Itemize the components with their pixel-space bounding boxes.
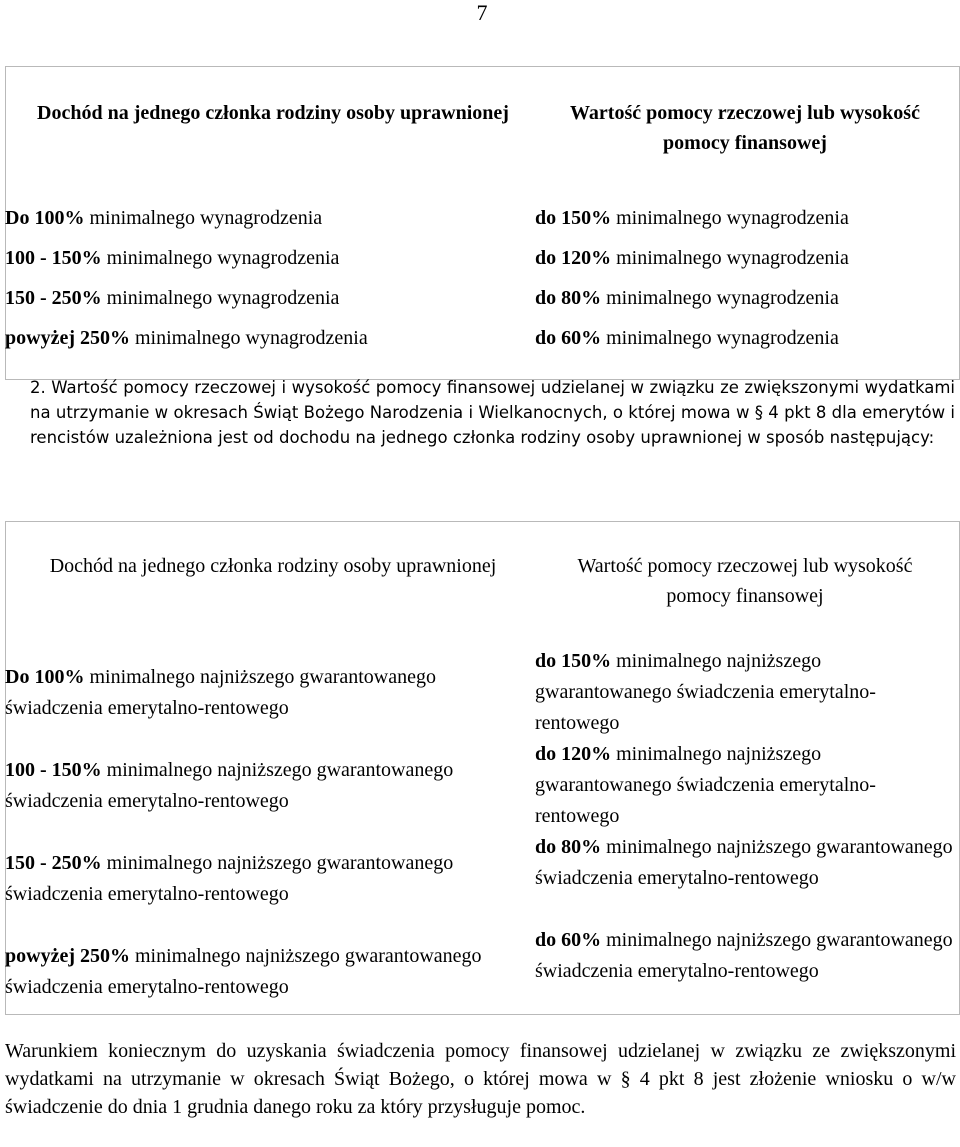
table1-right-bold: do 80% xyxy=(535,287,602,309)
table1-right-cell xyxy=(535,278,959,318)
income-threshold-table-1 xyxy=(5,66,959,358)
table2-left-block xyxy=(5,832,535,925)
table2-right-cell xyxy=(535,925,959,1018)
table2-right-block xyxy=(535,739,959,832)
table2-left-bold: 100 - 150% xyxy=(5,759,102,781)
table1-row xyxy=(5,318,959,358)
table1-left-bold: powyżej 250% xyxy=(5,327,130,349)
table2-header-left: Dochód na jednego członka rodziny osoby uprawnionej xyxy=(49,555,497,577)
table2-left-bold: 150 - 250% xyxy=(5,852,102,874)
paragraph-2: 2. Wartość pomocy rzeczowej i wysokość pomocy finansowej udzielanej w związku ze zwiększonymi wydatkami na utrzymanie w okresach Świąt Bożego Narodzenia i Wielkanocnych, o której mowa w § 4 pkt 8 dla emerytów i rencistów uzależniona jest od dochodu na jednego członka rodziny osoby uprawnionej w sposób następujący: xyxy=(30,378,955,447)
table2-row xyxy=(5,925,959,1018)
table2-left-cell xyxy=(5,739,535,832)
table2-right-bold: do 80% xyxy=(535,836,602,858)
table1-row xyxy=(5,278,959,318)
table2-right-bold: do 120% xyxy=(535,743,612,765)
table2-right-block xyxy=(535,646,959,739)
table2-right-cell xyxy=(535,646,959,739)
table2-right-bold: do 60% xyxy=(535,929,602,951)
table1-left-text: minimalnego wynagrodzenia xyxy=(129,327,368,349)
table1-row xyxy=(5,238,959,278)
table1-left-cell xyxy=(5,238,535,278)
table1-left-bold: 100 - 150% xyxy=(5,247,102,269)
table2-right-block xyxy=(535,925,959,1018)
table2-right-text: minimalnego najniższego gwarantowanego świadczenia emerytalno-rentowego xyxy=(535,929,953,982)
table2-right-text: minimalnego najniższego gwarantowanego świadczenia emerytalno-rentowego xyxy=(535,650,876,734)
table2-left-bold: powyżej 250% xyxy=(5,945,130,967)
table2-left-bold: Do 100% xyxy=(5,666,85,688)
table2-left-block xyxy=(5,925,535,1018)
table1-right-cell xyxy=(535,198,959,238)
table1-right-bold: do 120% xyxy=(535,247,612,269)
table2-right-bold: do 150% xyxy=(535,650,612,672)
table1-right-bold: do 60% xyxy=(535,327,602,349)
table1-right-text: minimalnego wynagrodzenia xyxy=(611,247,849,269)
table1-header-right: Wartość pomocy rzeczowej lub wysokość pomocy finansowej xyxy=(570,102,920,154)
table1-header-left: Dochód na jednego członka rodziny osoby uprawnionej xyxy=(37,102,509,124)
table1-left-text: minimalnego wynagrodzenia xyxy=(101,247,340,269)
table1-right-cell xyxy=(535,318,959,358)
table2-left-block xyxy=(5,646,535,739)
table1-right-text: minimalnego wynagrodzenia xyxy=(611,207,849,229)
table2-left-text: minimalnego najniższego gwarantowanego świadczenia emerytalno-rentowego xyxy=(5,945,482,998)
income-threshold-table-2 xyxy=(5,521,959,1018)
table1-left-cell xyxy=(5,318,535,358)
table1-left-text: minimalnego wynagrodzenia xyxy=(101,287,340,309)
table2-right-cell xyxy=(535,739,959,832)
table1-header-right-cell xyxy=(535,66,959,198)
table2-right-text: minimalnego najniższego gwarantowanego świadczenia emerytalno-rentowego xyxy=(535,743,876,827)
table2-left-cell xyxy=(5,925,535,1018)
table2-header-right: Wartość pomocy rzeczowej lub wysokość pomocy finansowej xyxy=(577,555,913,607)
table2-left-block xyxy=(5,739,535,832)
table1-left-bold: 150 - 250% xyxy=(5,287,102,309)
table1-header-left-cell xyxy=(5,66,535,198)
table2-row xyxy=(5,832,959,925)
table1-right-cell xyxy=(535,238,959,278)
table1-right-bold: do 150% xyxy=(535,207,612,229)
table2-right-cell xyxy=(535,832,959,925)
table2-row xyxy=(5,646,959,739)
table2-right-block xyxy=(535,832,959,925)
table2-left-text: minimalnego najniższego gwarantowanego świadczenia emerytalno-rentowego xyxy=(5,852,454,905)
table1-left-cell xyxy=(5,278,535,318)
final-paragraph: Warunkiem koniecznym do uzyskania świadczenia pomocy finansowej udzielanej w związku ze zwiększonymi wydatkami na utrzymanie w okresach Świąt Bożego, o której mowa w § 4 pkt 8 jest złożenie wniosku o w/w świadczenie do dnia 1 grudnia danego roku za który przysługuje pomoc. xyxy=(5,1040,956,1118)
table1-row xyxy=(5,198,959,238)
table2-right-text: minimalnego najniższego gwarantowanego świadczenia emerytalno-rentowego xyxy=(535,836,953,889)
table2-left-text: minimalnego najniższego gwarantowanego świadczenia emerytalno-rentowego xyxy=(5,666,437,719)
table2-left-cell xyxy=(5,832,535,925)
table2-row xyxy=(5,739,959,832)
table1-right-text: minimalnego wynagrodzenia xyxy=(601,327,839,349)
table2-left-cell xyxy=(5,646,535,739)
table2-left-text: minimalnego najniższego gwarantowanego świadczenia emerytalno-rentowego xyxy=(5,759,454,812)
table1-right-text: minimalnego wynagrodzenia xyxy=(601,287,839,309)
table1-left-cell xyxy=(5,198,535,238)
table2-header-right-cell xyxy=(535,521,959,646)
table1-left-bold: Do 100% xyxy=(5,207,85,229)
page-number: 7 xyxy=(476,0,488,25)
table2-header-left-cell xyxy=(5,521,535,646)
table1-left-text: minimalnego wynagrodzenia xyxy=(84,207,323,229)
